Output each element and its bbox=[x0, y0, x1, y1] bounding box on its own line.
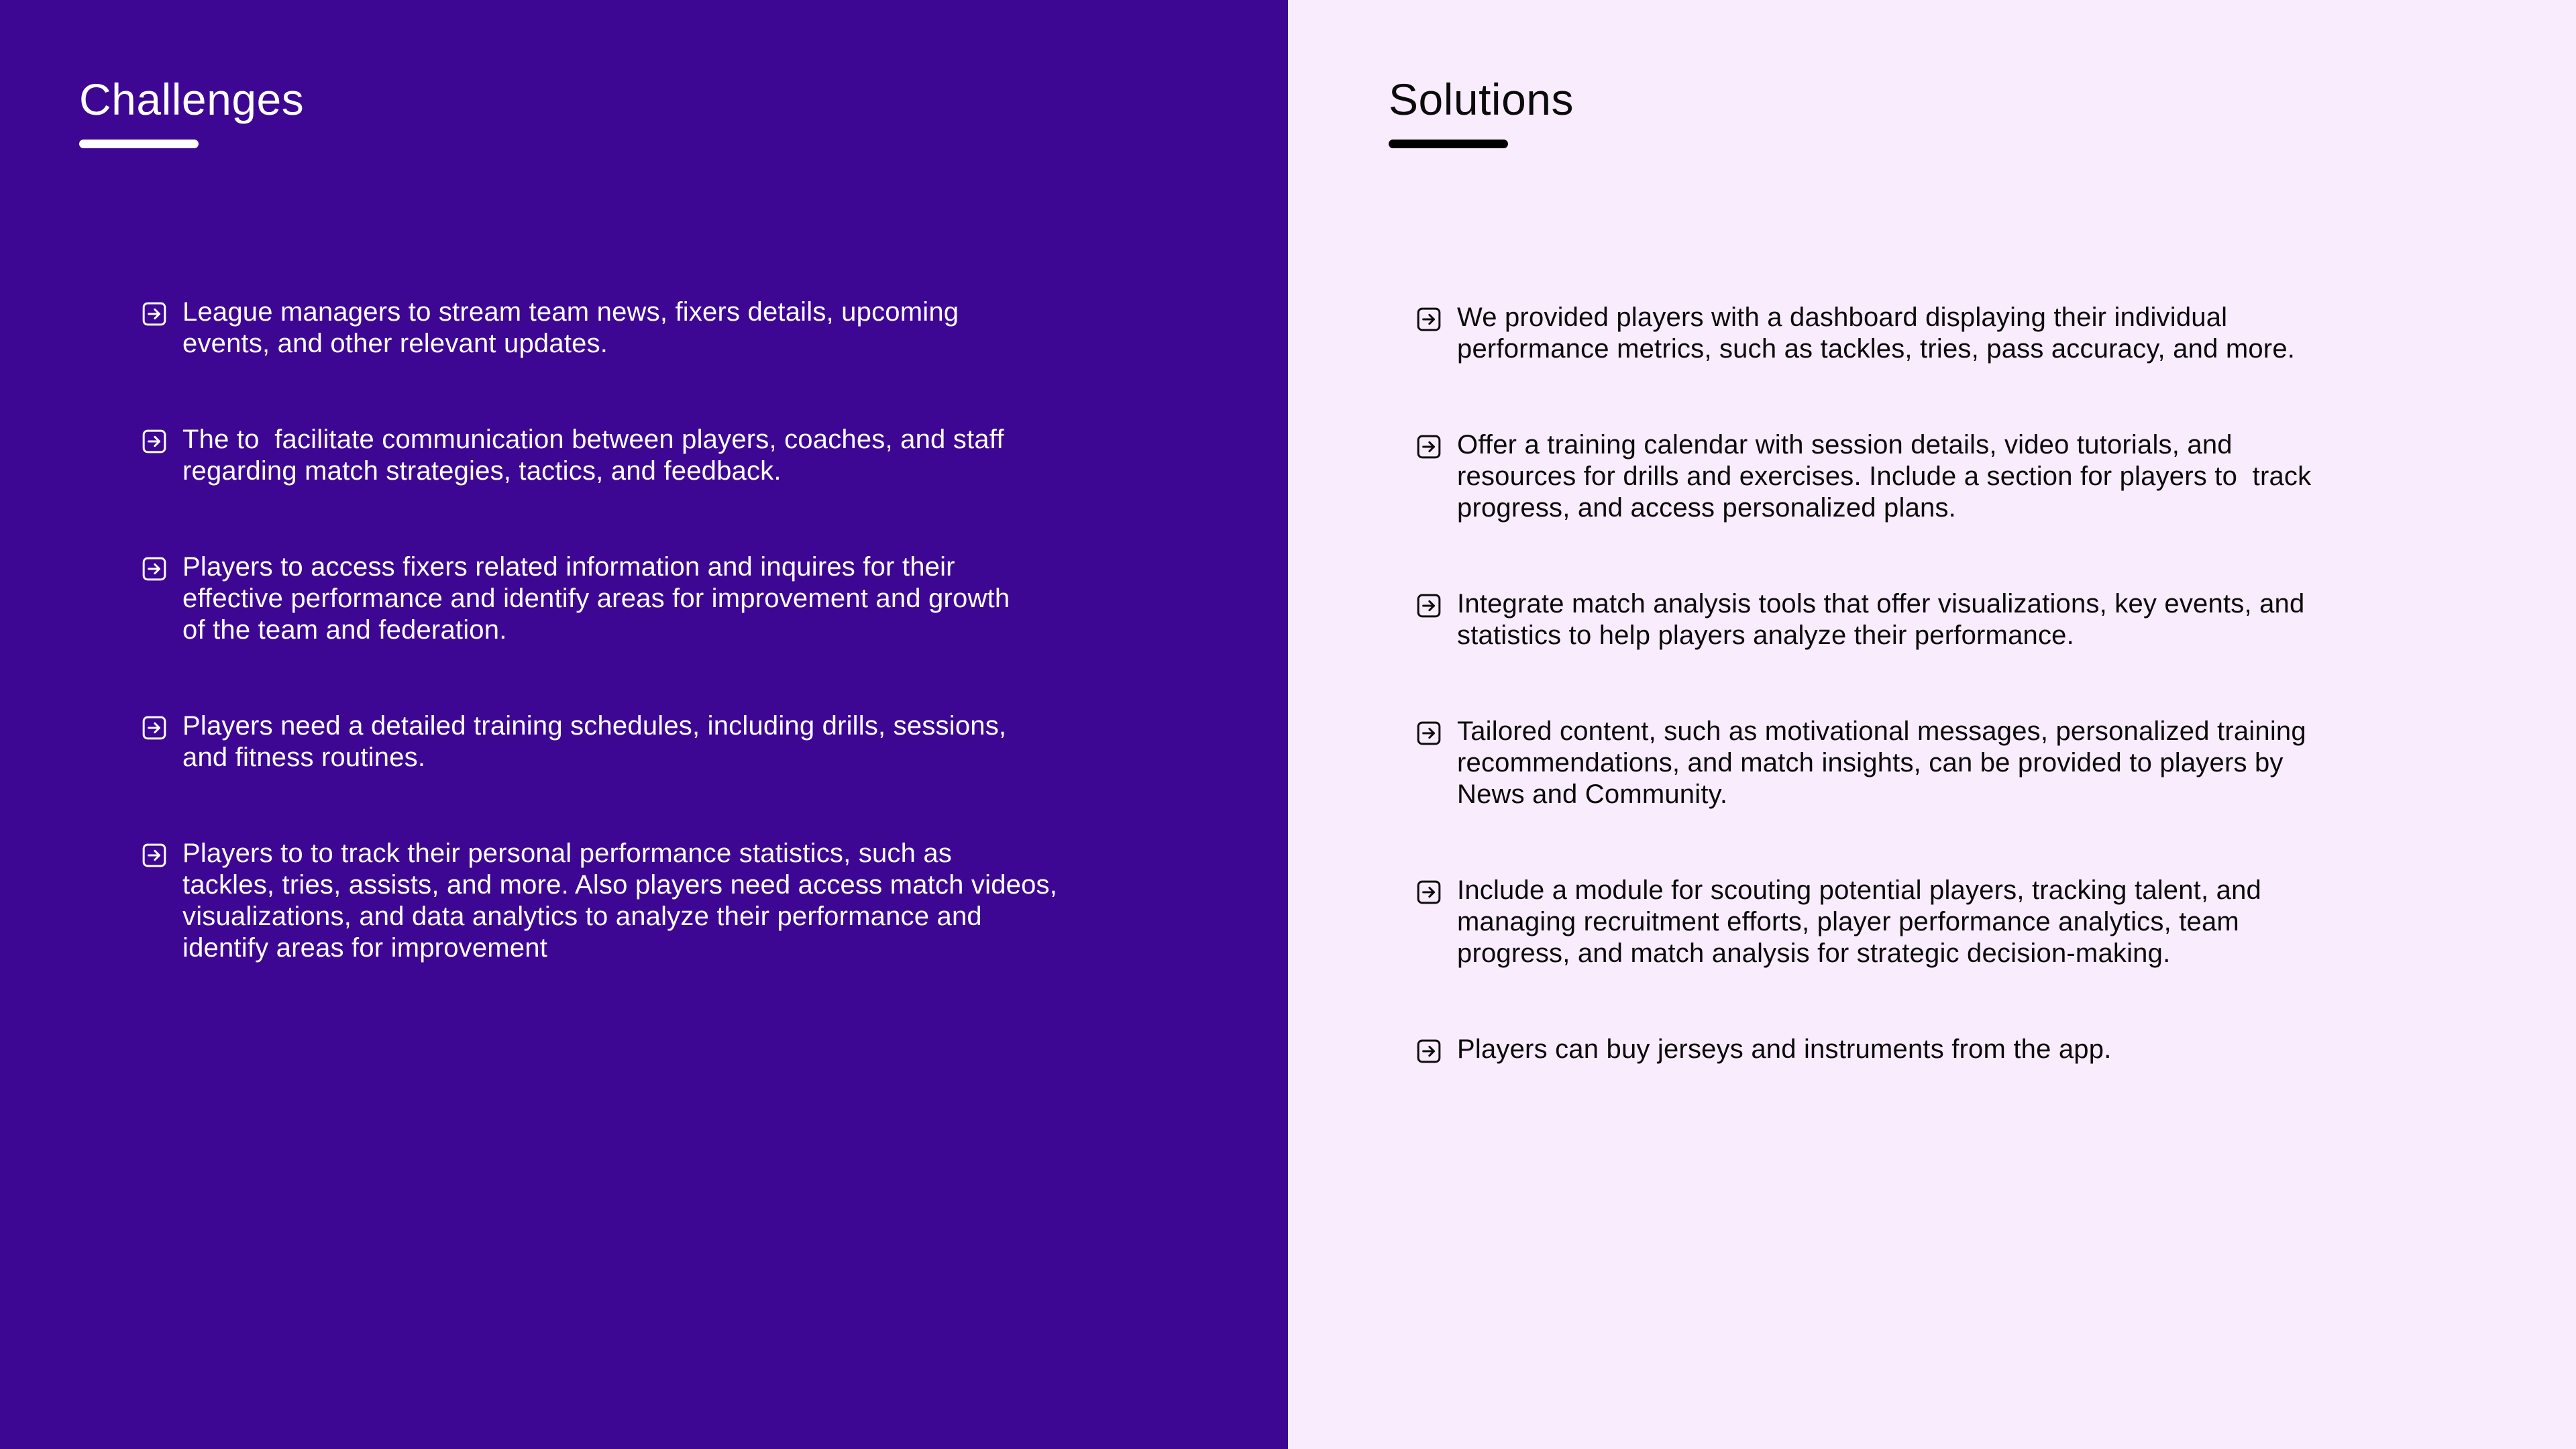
solutions-title-underline bbox=[1389, 140, 1508, 148]
challenge-item bbox=[141, 297, 1147, 360]
solution-item bbox=[1415, 588, 2529, 651]
arrow-square-right-icon bbox=[141, 428, 168, 455]
challenge-item bbox=[141, 551, 1147, 646]
solution-item bbox=[1415, 429, 2529, 524]
solution-item bbox=[1415, 302, 2529, 365]
arrow-square-right-icon bbox=[1415, 592, 1442, 619]
challenge-item-text: Players to to track their personal performance statistics, such as tackles, tries, assists, and more. Also players need access match videos, visualizations, and data analytics to analyze their performance and identify areas for improvement bbox=[182, 839, 1058, 963]
arrow-square-right-icon bbox=[1415, 433, 1442, 460]
challenge-item bbox=[141, 710, 1147, 773]
arrow-square-right-icon bbox=[141, 714, 168, 741]
challenges-title-underline bbox=[79, 140, 199, 148]
challenge-item-text: Players to access fixers related information and inquires for their effective performance and identify areas for improvement and growth of the team and federation. bbox=[182, 552, 1010, 645]
solution-item-text: We provided players with a dashboard displaying their individual performance metrics, such as tackles, tries, pass accuracy, and more. bbox=[1457, 303, 2296, 364]
solution-item-text: Offer a training calendar with session details, video tutorials, and resources for drills and exercises. Include a section for players to track progress, and access personalized plans. bbox=[1457, 430, 2312, 523]
arrow-square-right-icon bbox=[1415, 1038, 1442, 1065]
challenge-item-text: Players need a detailed training schedules, including drills, sessions, and fitness routines. bbox=[182, 711, 1007, 772]
arrow-square-right-icon bbox=[1415, 720, 1442, 747]
solutions-list bbox=[1415, 302, 2529, 1130]
solution-item-text: Tailored content, such as motivational messages, personalized training recommendations, and match insights, can be provided to players by News and Community. bbox=[1457, 716, 2306, 809]
arrow-square-right-icon bbox=[141, 301, 168, 327]
arrow-square-right-icon bbox=[1415, 879, 1442, 906]
challenge-item-text: League managers to stream team news, fixers details, upcoming events, and other relevant updates. bbox=[182, 297, 959, 358]
solution-item bbox=[1415, 1034, 2529, 1065]
challenge-item bbox=[141, 838, 1147, 964]
solutions-panel bbox=[1288, 0, 2576, 1449]
arrow-square-right-icon bbox=[141, 842, 168, 869]
solution-item-text: Players can buy jerseys and instruments from the app. bbox=[1457, 1034, 2112, 1064]
solution-item bbox=[1415, 875, 2529, 969]
solution-item bbox=[1415, 716, 2529, 810]
arrow-square-right-icon bbox=[141, 555, 168, 582]
solutions-title: Solutions bbox=[1389, 74, 1574, 124]
challenge-item-text: The to facilitate communication between players, coaches, and staff regarding match strategies, tactics, and feedback. bbox=[182, 425, 1004, 486]
solution-item-text: Integrate match analysis tools that offer visualizations, key events, and statistics to help players analyze their performance. bbox=[1457, 589, 2305, 650]
solution-item-text: Include a module for scouting potential players, tracking talent, and managing recruitment efforts, player performance analytics, team progress, and match analysis for strategic decision-making. bbox=[1457, 875, 2261, 968]
arrow-square-right-icon bbox=[1415, 306, 1442, 333]
challenge-item bbox=[141, 424, 1147, 487]
challenges-title: Challenges bbox=[79, 74, 305, 124]
challenges-list bbox=[141, 297, 1147, 1028]
